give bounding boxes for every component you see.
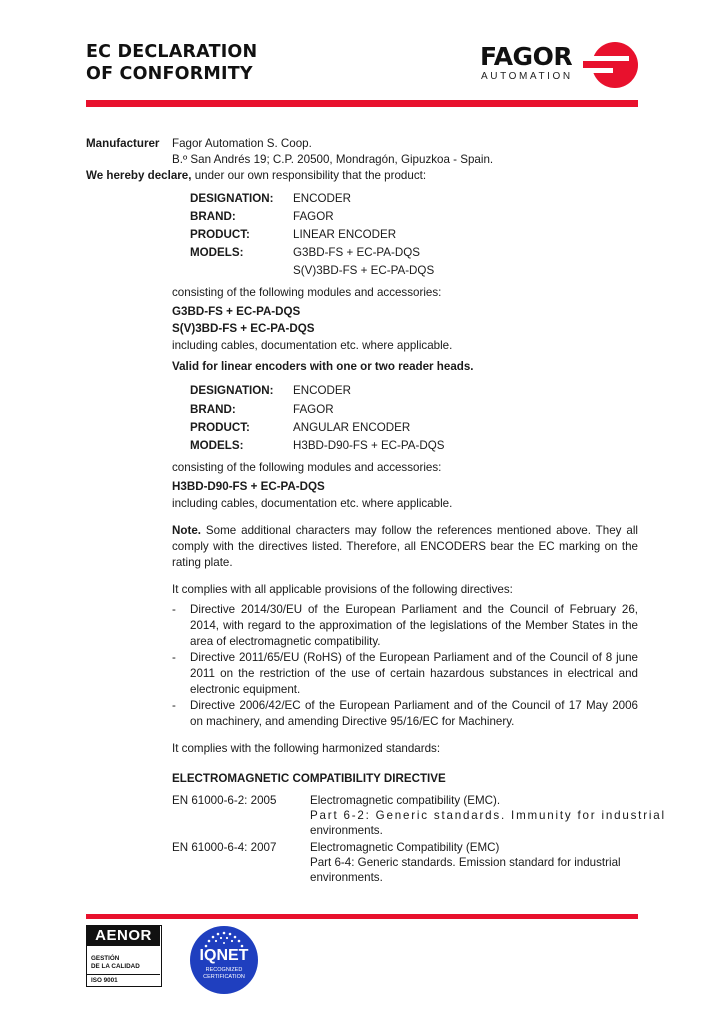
directive-item-1: Directive 2014/30/EU of the European Parliament and the Council of February 26, 2014, with regard to the approximation of the legislations of the Member States in the area of electromagnetic compatibility. — [190, 603, 638, 648]
p2-product-label: PRODUCT: — [190, 421, 250, 434]
p2-including: including cables, documentation etc. where applicable. — [172, 497, 453, 510]
p1-product-label: PRODUCT: — [190, 228, 250, 241]
standard-code-1: EN 61000-6-2: 2005 — [172, 794, 277, 807]
manufacturer-label: Manufacturer — [86, 137, 160, 150]
p2-product-value: ANGULAR ENCODER — [293, 421, 411, 434]
directives-intro: It complies with all applicable provisions of the following directives: — [172, 583, 513, 596]
p1-model-1: G3BD-FS + EC-PA-DQS — [293, 246, 421, 259]
fagor-logo-icon — [583, 41, 639, 89]
p1-model-2: S(V)3BD-FS + EC-PA-DQS — [293, 264, 435, 277]
directive-item-2: Directive 2011/65/EU (RoHS) of the European Parliament and of the Council of 8 june 2011 on the restriction of the use of certain hazardous substances in electrical and electronic equipment. — [190, 651, 638, 696]
p2-models-label: MODELS: — [190, 439, 244, 452]
manufacturer-address: B.º San Andrés 19; C.P. 20500, Mondragón, Gipuzkoa - Spain. — [172, 153, 494, 166]
standard-2-line-3: environments. — [310, 871, 383, 884]
standards-intro: It complies with the following harmonized standards: — [172, 742, 441, 755]
p1-consisting: consisting of the following modules and accessories: — [172, 286, 442, 299]
standards-heading: ELECTROMAGNETIC COMPATIBILITY DIRECTIVE — [172, 772, 446, 785]
aenor-title: AENOR — [87, 926, 160, 946]
declaration-rest: under our own responsibility that the product: — [191, 169, 427, 182]
directive-dash-2: - — [172, 651, 176, 664]
directive-item-3: Directive 2006/42/EC of the European Parliament and of the Council of 17 May 2006 on machinery, and amending Directive 95/16/EC for Machinery. — [190, 699, 638, 728]
declaration-statement — [86, 168, 426, 184]
aenor-line-3: ISO 9001 — [91, 977, 118, 984]
p1-designation-label: DESIGNATION: — [190, 192, 274, 205]
directive-dash-1: - — [172, 603, 176, 616]
standard-code-2: EN 61000-6-4: 2007 — [172, 841, 277, 854]
note-paragraph — [172, 523, 638, 571]
p2-designation-label: DESIGNATION: — [190, 384, 274, 397]
note-text: Some additional characters may follow the references mentioned above. They all comply with the directives listed. Therefore, all ENCODERS bear the EC marking on the rating plate. — [172, 524, 638, 569]
p1-including: including cables, documentation etc. where applicable. — [172, 339, 453, 352]
p2-consisting: consisting of the following modules and accessories: — [172, 461, 442, 474]
fagor-logo-subtitle: AUTOMATION — [481, 71, 573, 82]
aenor-line-1: GESTIÓN — [91, 955, 120, 962]
p1-module-2: S(V)3BD-FS + EC-PA-DQS — [172, 322, 315, 335]
standard-1-line-3: environments. — [310, 824, 383, 837]
iqnet-line-2: CERTIFICATION — [203, 974, 245, 980]
p1-product-value: LINEAR ENCODER — [293, 228, 397, 241]
iqnet-line-1: RECOGNIZED — [205, 967, 243, 973]
title-line-1: EC DECLARATION — [86, 42, 258, 62]
p2-brand-label: BRAND: — [190, 403, 236, 416]
p1-valid-note: Valid for linear encoders with one or two reader heads. — [172, 360, 474, 373]
p2-brand-value: FAGOR — [293, 403, 334, 416]
p1-module-1: G3BD-FS + EC-PA-DQS — [172, 305, 301, 318]
title-line-2: OF CONFORMITY — [86, 64, 253, 84]
p2-designation-value: ENCODER — [293, 384, 351, 397]
note-bold: Note. — [172, 524, 201, 537]
p1-designation-value: ENCODER — [293, 192, 351, 205]
declaration-bold: We hereby declare, — [86, 169, 192, 182]
p1-models-label: MODELS: — [190, 246, 244, 259]
p2-model-1: H3BD-D90-FS + EC-PA-DQS — [293, 439, 445, 452]
directive-dash-3: - — [172, 699, 176, 712]
manufacturer-name: Fagor Automation S. Coop. — [172, 137, 312, 150]
standard-2-line-2: Part 6-4: Generic standards. Emission standard for industrial — [310, 856, 621, 869]
iqnet-title: IQNET — [199, 947, 249, 964]
standard-1-line-1: Electromagnetic compatibility (EMC). — [310, 794, 501, 807]
aenor-line-2: DE LA CALIDAD — [91, 963, 140, 970]
aenor-divider — [87, 974, 160, 975]
standard-1-line-2: Part 6-2: Generic standards. Immunity for industrial — [310, 809, 666, 822]
header-red-bar — [86, 100, 638, 107]
p2-module-1: H3BD-D90-FS + EC-PA-DQS — [172, 480, 325, 493]
document-title — [86, 41, 257, 85]
fagor-logo-text: FAGOR — [480, 42, 573, 71]
footer-red-bar — [86, 914, 638, 919]
p1-brand-label: BRAND: — [190, 210, 236, 223]
p1-brand-value: FAGOR — [293, 210, 334, 223]
standard-2-line-1: Electromagnetic Compatibility (EMC) — [310, 841, 500, 854]
